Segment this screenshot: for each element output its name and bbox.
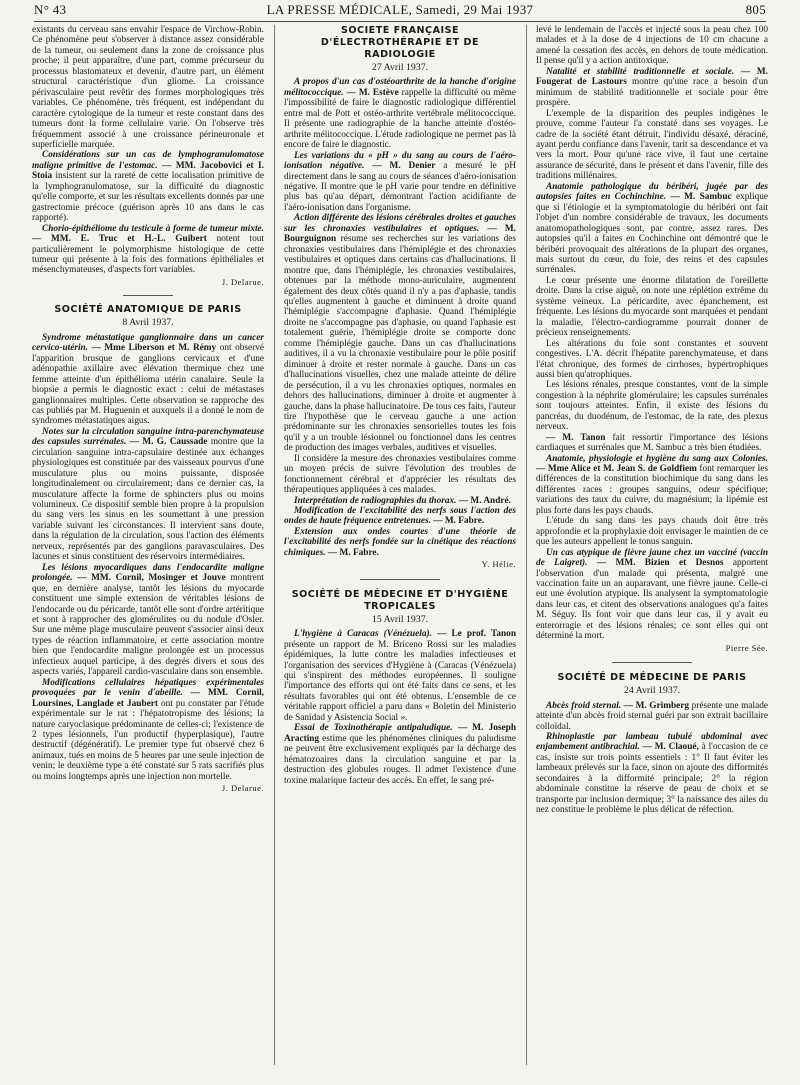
article-paragraph <box>536 433 768 454</box>
article-title: Anatomie pathologique du béribéri, jugée par des autopsies faites en Cochinchine. <box>536 181 768 203</box>
article <box>32 150 264 223</box>
article <box>536 732 768 816</box>
session-date: 24 Avril 1937. <box>623 685 681 697</box>
article <box>32 333 264 427</box>
signature: J. Delarue. <box>221 783 264 794</box>
article-title: Un cas atypique de fièvre jaune chez un vacciné (vaccin de Laigret). <box>536 547 768 569</box>
header-rule <box>34 21 766 22</box>
article-title: Syndrome métastatique ganglionnaire dans un cancer cervico-utérin. <box>32 332 264 354</box>
article-authors: — M. Joseph Aracting <box>284 723 516 744</box>
article-paragraph: Il considère la mesure des chronaxies vestibulaires comme un moyen précis de suivre l'évolution des troubles de fonctionnement cérébral et d'apprécier les résultats des thérapeutiques appliquées à ces malades. <box>284 453 516 496</box>
article-title: Les lésions myocardiques dans l'endocardite maligne prolongée. <box>32 562 264 584</box>
column-divider <box>274 25 275 1065</box>
article <box>284 213 516 453</box>
article-text: présente un rapport de M. Briceno Rossi sur les maladies épidémiques, la lutte contre les maladies infectieuses et l'organisation des services d'Hygiène à (Caracas (Vénézuela) qui s'inspirent des méthodes européennes. Il souligne l'importance des efforts qui ont été faits dans ce sens, et les résultats favorables qui ont été obtenus. L'ensemble de ce véritable rapport officiel a paru dans « Boletin del Ministerio de Sanidad y Asistencia Social ». <box>284 639 516 723</box>
article-text: présente une malade atteinte d'un abcès froid sternal guéri par son extrait bacillaire colloïdal. <box>536 700 768 732</box>
article-text: font remarquer les différences de la constitution biochimique du sang dans les différentes races : groupes sanguins, odeur spécifique; variations des taux du cuivre, du magnésium; la lipémie est plus forte dans les pays chauds. <box>536 464 768 516</box>
article-authors: — M. Estève <box>346 87 399 98</box>
section-heading: SOCIÉTÉ FRANÇAISE D'ÉLECTROTHÉRAPIE ET DE RADIOLOGIE <box>320 25 480 60</box>
article-authors: — M. André. <box>458 495 511 506</box>
article <box>284 506 516 527</box>
article-text: montre qu'une race a besoin d'un minimum de stabilité traditionnelle et sociale pour être prospère. <box>536 77 768 109</box>
article <box>284 151 516 214</box>
article-authors: — MM. Jacobovici et I. Stoia <box>32 160 264 182</box>
article-paragraph: Le cœur présente une énorme dilatation de l'oreillette droite. Dans la crise aiguë, on note une réplétion extrême du système veineux. La péricardite, avec épanchement, est fréquente. Les lésions du myocarde sont marquées et pendant la maladie, l'électro-cardiogramme pourrait donner de précieux renseignements. <box>536 275 768 339</box>
article-paragraph: Les altérations du foie sont constantes et souvent congestives. L'A. décrit l'hépatite parenchymateuse, et dans l'état chronique, des formes de cirrhoses, hypertrophiques aussi bien qu'atrophiques. <box>536 338 768 380</box>
article-title: Abcès froid sternal. <box>546 700 622 711</box>
article-authors: — M. Grimberg <box>623 700 690 711</box>
section-divider <box>360 579 440 580</box>
article-authors: — MM. Bizien et Desnos <box>596 558 724 569</box>
article-authors: — M. Claoué, <box>642 742 699 753</box>
article-text: notent tout particulièrement le polymorphisme histologique de cette tumeur qui présente à la fois des formations épithéliales et mésenchymateuses, d'aspects fort variables. <box>32 234 264 276</box>
article-title: L'hygiène à Caracas (Vénézuela). <box>294 629 432 640</box>
session-date: 8 Avril 1937. <box>122 317 174 329</box>
article <box>284 527 516 558</box>
article-text: explique que si l'étiologie et la symptomatologie du béribéri ont fait l'objet d'un nombre considérable de travaux, les documents anatomopathologiques sont, par contre, assez rares. Des autopsies qu'il a faites en Cochinchine ont démontré que le béribéri provoquait des altérations de la plupart des organes, mais surtout du cœur, du foie, des reins et des capsules surrénales. <box>536 192 768 276</box>
page-number: 805 <box>745 2 766 17</box>
article-authors: — M. Fabre. <box>433 516 485 527</box>
section-heading: SOCIÉTÉ ANATOMIQUE DE PARIS <box>54 304 242 316</box>
article-title: Anatomie, physiologie et hygiène du sang aux Colonies. <box>546 453 768 464</box>
article-text: résume ses recherches sur les variations des chronaxies vestibulaires dans l'hémiplégie et des chronaxies vestibulaires et optiques dans certains cas d'hallucinations. Il montre que, dans l'hémiplégie, les chronaxies vestibulaires, obtenues par la méthode mono-auriculaire, augmentent également des deux côtés quand il n'y a pas d'aphasie, tandis qu'elles augmentent à gauche et diminuent à droite quand l'hémiplégie s'accompagne d'aphasie. Quand l'hémiplégie droite ne s'accompagne pas d'aphasie, ou quand l'aphasie est totalement guérie, l'hémiplégie droite se comporte donc comme l'hémiplégie gauche. Dans un cas d'hallucinations auditives, il a vu la chronaxie vestibulaire pour le pôle positif diminuer à droite et rester normale à gauche. Dans un cas d'hallucinations visuelles, chez une malade atteinte de délire de persécution, il a vu les chronaxies optiques, normales en dehors des hallucinations, diminuer à droite et augmenter à gauche, dans la phase hallucinatoire. De tous ces faits, l'auteur tire l'hypothèse que le cerveau gauche a une action prédominante sur les chronaxies sensorielles toutes les fois qu'il y a un trouble lésionnel ou fonctionnel dans les centres de production des images verbales, auditives et visuelles. <box>284 234 516 454</box>
article-title: Natalité et stabilité traditionnelle et sociale. <box>546 66 735 77</box>
article <box>284 723 516 786</box>
article <box>32 224 264 276</box>
section-heading: SOCIÉTÉ DE MÉDECINE ET D'HYGIÈNE TROPICALES <box>291 588 509 612</box>
article <box>536 454 768 517</box>
article-text: fait ressortir l'importance des lésions cardiaques et surrénales que M. Sambuc a très bien étudiées. <box>536 432 768 454</box>
article-title: Rhinoplastie par lambeau tubulé abdominal avec enjambement antibrachial. <box>536 732 768 753</box>
issue-number: N° 43 <box>34 2 67 17</box>
column-1 <box>32 25 264 1082</box>
article-authors: — M. Fabre. <box>327 547 379 558</box>
article-text: estime que les phénomènes cliniques du paludisme ne peuvent être exclusivement expliqués par la décharge des hématozoaires dans la circulation sanguine et par la destruction des globules rouges. Il admet l'existence d'une toxine malarique facteur des accès. En effet, le sang pré- <box>284 733 516 786</box>
article-authors: — M. Sambuc <box>670 192 732 203</box>
article-authors: — Mme Liberson et M. Rémy <box>91 343 217 354</box>
columns <box>32 25 768 1085</box>
article <box>536 548 768 642</box>
article <box>284 77 516 150</box>
article-authors: — M. G. Caussade <box>129 437 208 448</box>
session-date: 27 Avril 1937. <box>371 62 429 73</box>
article <box>32 678 264 783</box>
article <box>284 629 516 723</box>
article-text: ont pu constater par l'étude expérimentale sur le rat : l'hépatotropisme des lésions; la nature caryoclasique prédominante de celles-ci; l'existence de 2 types lésionnels, l'un productif (hyperplasique), l'autre destructif (dégénératif). Le premier type fut observé chez 6 animaux, tués en moins de 5 heures par une seule injection de venin; le deuxième type a été constaté sur 5 rats sacrifiés plus ou moins longtemps après une injection non mortelle. <box>32 698 264 782</box>
article-paragraph: L'exemple de la disparition des peuples indigènes le prouve, comme l'auteur l'a constaté dans ses voyages. Le cadre de la société étant détruit, l'individu désaxé, déraciné, ayant perdu confiance dans l'avenir, tarit sa descendance et va vers la mort. Pour qu'une race vive, il faut une certaine assurance de sécurité, dans le présent et dans l'avenir, fille des traditions millénaires. <box>536 108 768 182</box>
article <box>32 563 264 678</box>
signature: Y. Hélie. <box>481 559 516 570</box>
article-authors: — MM. Cornil, Mosinger et Jouve <box>77 573 226 584</box>
session-date: 15 Avril 1937. <box>371 613 429 625</box>
article-title: A propos d'un cas d'ostéoarthrite de la hanche d'origine mélitococcique. <box>284 77 516 98</box>
article-title: Considérations sur un cas de lymphogranulomatose maligne primitive de l'estomac. <box>32 150 264 171</box>
article-text: rappelle la difficulté ou même l'impossibilité de faire le diagnostic radiologique différentiel entre mal de Pott et ostéo-arthrite vertébrale mélitococcique. Il présente une radiographie de la hanche atteinte d'ostéo-arthrite mélitococcique. L'étude radiologique ne permet pas là encore de faire le diagnostic. <box>284 87 516 151</box>
article-text: montrent que, en dernière analyse, tantôt les lésions du myocarde constituent une simple extension de véritables lésions de l'endocarde ou du péricarde, tantôt elle sont d'ordre artéritique et sont à rapprocher des glomérulites ou du nodule d'Osler. Sur une même plage musculaire peuvent s'associer ainsi deux types de réaction inflammatoire, et cette association montre bien que l'endocardite maligne prolongée est un processus infectieux auquel participe, à des degrés divers et sous des aspects variés, l'appareil cardio-vasculaire dans son ensemble. <box>32 573 264 678</box>
article-authors: — Le prof. Tanon <box>437 629 516 640</box>
column-divider <box>526 25 527 1065</box>
running-header <box>34 2 766 22</box>
article-title: Interprétation de radiographies du thorax. <box>294 495 457 506</box>
article-authors: — M. Denier <box>372 161 436 172</box>
article <box>32 427 264 563</box>
page-title: LA PRESSE MÉDICALE, Samedi, 29 Mai 1937 <box>266 2 534 17</box>
article-title: Essai de Toxinothérapie antipaludique. <box>294 723 453 734</box>
article-authors: — M. Tanon <box>546 432 606 443</box>
article-text: montre que la circulation sanguine intra-capsulaire destinée aux échanges physiologiques est constituée par des vaisseaux pourvus d'une musculature plus ou moins puissante, disposée longitudinalement ou circulairement; dans ce dernier cas, la musculature affecte la forme de sphincters plus ou moins volumineux. Ce dispositif semble bien propre à la propulsion du sang vers les sinus en les soumettant à une pression variable suivant les circonstances. Il intervient sans doute, dans la régulation de la circulation, sous l'action des éléments nerveux, représentés par des ganglions paravasculaires. Des lacunes et sinus constituent des réservoirs intermédiaires. <box>32 437 264 563</box>
article-title: Extension aux ondes courtes d'une théorie de l'excitabilité des nerfs fondée sur la cinétique des réactions chimiques. <box>284 526 516 558</box>
column-2 <box>284 25 516 1082</box>
continued-text: existants du cerveau sans envahir l'espace de Virchow-Robin. Ce phénomène peut s'observer à distance assez considérable de la tumeur, ou seulement dans la zone de croissance plus proche; il peut apparaître, d'une part, comme précurseur du processus blastomateux et devenir, d'autre part, un élément structural caractéristique d'un gliome. La croissance périvasculaire peut revêtir des formes morphologiques très variables. Ce phénomène, très fréquent, est indépendant du caractère cytologique de la tumeur et reste constant dans des tumeurs dont la forme cellulaire varie. On l'observe très fréquemment associé à une croissance périneuronale et superficielle marquée. <box>32 25 264 150</box>
article-title: Action différente des lésions cérébrales droites et gauches sur les chronaxies vestibulaires et optiques. <box>284 213 516 234</box>
article-title: Notes sur la circulation sanguine intra-parenchymateuse des capsules surrénales. <box>32 426 264 448</box>
article-text: a mesuré le pH directement dans le sang au cours de séances d'aéro-ionisation négative. Il montre que le pH varie pour tendre en définitive plus bas qu'au départ, démontrant l'action acidifiante de l'aéro-ionisation dans l'organisme. <box>284 161 516 213</box>
article-authors: — M. Bourguignon <box>284 223 516 245</box>
signature: Pierre Sée. <box>725 642 768 653</box>
article-title: Les variations du « pH » du sang au cours de l'aéro-ionisation négative. <box>284 150 516 172</box>
article-title: Modification de l'excitabilité des nerfs sous l'action des ondes de haute fréquence entretenues. <box>284 506 516 527</box>
article-authors: — MM. Cornil, Loursines, Langlade et Jaubert <box>32 688 264 709</box>
article-paragraph: L'étude du sang dans les pays chauds doit être très approfondie et la prophylaxie doit envisager le maintien de ce que les auteurs appellent le tonus sanguin. <box>536 516 768 548</box>
signature: J. Delarue. <box>221 276 264 287</box>
article-authors: — MM. E. Truc et H.-L. Guibert <box>32 234 207 245</box>
article-paragraph: Les lésions rénales, presque constantes, vont de la simple congestion à la néphrite glomérulaire; les capsules surrénales sont toujours atteintes. Enfin, il existe des lésions du pancréas, du duodénum, de l'estomac, de la rate, des plexus nerveux. <box>536 380 768 433</box>
column-3 <box>536 25 768 1082</box>
section-divider <box>612 662 692 663</box>
article-text: insistent sur la rareté de cette localisation primitive de la lymphogranulomatose, sur la difficulté du diagnostic qu'elle comporte, et sur les résultats excellents donnés par une gastrectomie précoce (guérison après 10 ans dans le cas rapporté). <box>32 171 264 224</box>
article-text: apportent l'observation d'un malade qui présenta, malgré une vaccination faite un an auparavant, une fièvre jaune. Celle-ci eut une évolution atypique. Ils analysent la symptomatologie dans leur cas, et citent des observations analogues qu'a faites M. Séguy. Ils font voir que dans leur cas, il y avait eu enterorragie et des lésions rénales; ce sont elles qui ont déterminé la mort. <box>536 558 768 642</box>
article-authors: — M. Fougerat de Lastours <box>536 66 768 88</box>
article-authors: — Mme Alice et M. Jean S. de Goldfiem <box>536 464 697 475</box>
section-heading: SOCIÉTÉ DE MÉDECINE DE PARIS <box>557 672 747 684</box>
article-title: Chorio-épithéliome du testicule à forme de tumeur mixte. <box>42 223 264 234</box>
article <box>536 67 768 109</box>
continued-text: levé le lendemain de l'accès et injecté sous la peau chez 100 malades et à la dose de 4 injections de 10 cm chacune a amené la cessation des accès, en dehors de toute médication. Il pense qu'il y a action antitoxique. <box>536 25 768 67</box>
article <box>536 182 768 276</box>
article <box>284 496 516 506</box>
article-title: Modifications cellulaires hépatiques expérimentales provoquées par le venin d'abeille. <box>32 677 264 699</box>
article-text: à l'occasion de ce cas, insiste sur trois points essentiels : 1° Il faut éviter les lambeaux prélevés sur la face, sinon on ajoute des difformités secondaires à la difformité principale; 2° la région abdominale constitue la réserve de peau de choix et se transporte par inclusion dermique; 3° la naissance des ailes du nez constitue le problème le plus délicat de réfection. <box>536 742 768 816</box>
section-divider <box>123 295 173 296</box>
article-text: ont observé l'apparition brusque de ganglions cervicaux et d'une adénopathie axillaire avec élévation thermique chez une femme atteinte d'un épithélioma utérin canalaire. Seule la biopsie a permis le diagnostic exact : celui de métastases ganglionnaires multiples. Cette observation se rapproche des cas publiés par M. Huguenin et auxquels il a donné le nom de syndromes métastatiques aigus. <box>32 343 264 427</box>
article <box>536 701 768 732</box>
